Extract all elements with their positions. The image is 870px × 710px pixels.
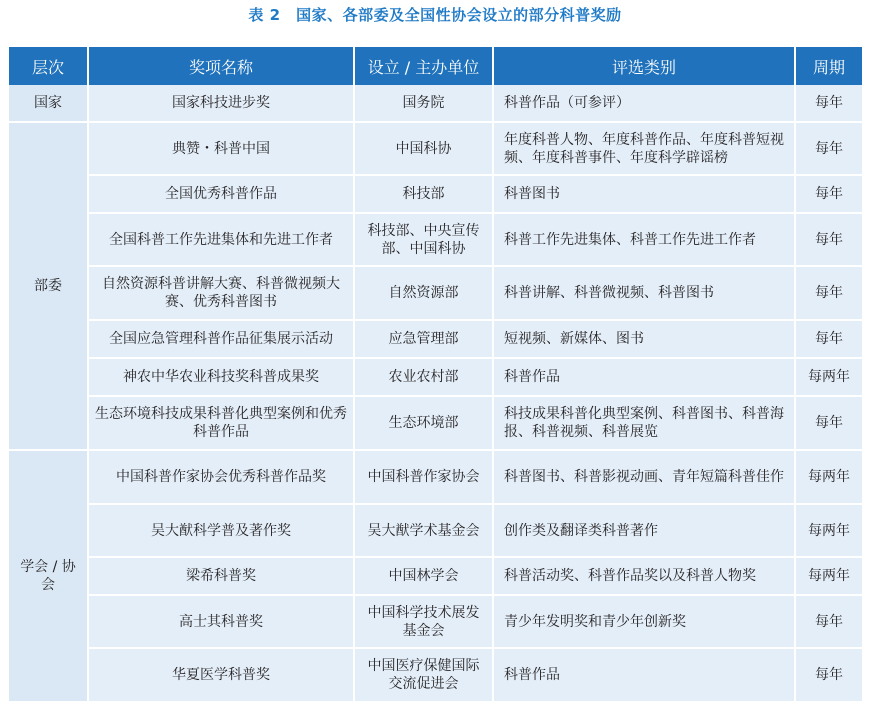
period-cell: 每年 xyxy=(795,396,862,450)
period-cell: 每年 xyxy=(795,85,862,122)
header-category: 评选类别 xyxy=(493,47,795,85)
award-name-cell: 高士其科普奖 xyxy=(88,595,354,648)
period-cell: 每年 xyxy=(795,320,862,358)
award-name-cell: 全国应急管理科普作品征集展示活动 xyxy=(88,320,354,358)
category-cell: 年度科普人物、年度科普作品、年度科普短视频、年度科普事件、年度科学辟谣榜 xyxy=(493,122,795,175)
category-cell: 短视频、新媒体、图书 xyxy=(493,320,795,358)
award-name-cell: 梁希科普奖 xyxy=(88,557,354,595)
period-cell: 每年 xyxy=(795,595,862,648)
table-row xyxy=(9,213,862,266)
category-cell: 科普图书、科普影视动画、青年短篇科普佳作 xyxy=(493,450,795,504)
header-organizer: 设立 / 主办单位 xyxy=(354,47,493,85)
header-row xyxy=(9,47,862,85)
table-row xyxy=(9,266,862,320)
award-name-cell: 中国科普作家协会优秀科普作品奖 xyxy=(88,450,354,504)
category-cell: 科普作品 xyxy=(493,358,795,396)
award-name-cell: 典赞・科普中国 xyxy=(88,122,354,175)
table-row xyxy=(9,85,862,122)
table-row xyxy=(9,358,862,396)
category-cell: 科普作品 xyxy=(493,648,795,702)
award-name-cell: 华夏医学科普奖 xyxy=(88,648,354,702)
header-period: 周期 xyxy=(795,47,862,85)
table-row xyxy=(9,175,862,213)
level-cell: 学会 / 协会 xyxy=(9,450,88,702)
table-row xyxy=(9,504,862,557)
organizer-cell: 应急管理部 xyxy=(354,320,493,358)
award-name-cell: 全国科普工作先进集体和先进工作者 xyxy=(88,213,354,266)
organizer-cell: 农业农村部 xyxy=(354,358,493,396)
level-cell: 部委 xyxy=(9,122,88,450)
organizer-cell: 中国科普作家协会 xyxy=(354,450,493,504)
category-cell: 科普作品（可参评） xyxy=(493,85,795,122)
category-cell: 科普活动奖、科普作品奖以及科普人物奖 xyxy=(493,557,795,595)
category-cell: 科普工作先进集体、科普工作先进工作者 xyxy=(493,213,795,266)
period-cell: 每两年 xyxy=(795,450,862,504)
award-name-cell: 全国优秀科普作品 xyxy=(88,175,354,213)
category-cell: 科普图书 xyxy=(493,175,795,213)
organizer-cell: 中国医疗保健国际交流促进会 xyxy=(354,648,493,702)
organizer-cell: 中国科学技术展发基金会 xyxy=(354,595,493,648)
table-row xyxy=(9,557,862,595)
period-cell: 每年 xyxy=(795,213,862,266)
header-award-name: 奖项名称 xyxy=(88,47,354,85)
period-cell: 每两年 xyxy=(795,557,862,595)
table-caption: 表 2 国家、各部委及全国性协会设立的部分科普奖励 xyxy=(248,6,622,24)
award-name-cell: 神农中华农业科技奖科普成果奖 xyxy=(88,358,354,396)
period-cell: 每两年 xyxy=(795,358,862,396)
table-row xyxy=(9,320,862,358)
period-cell: 每年 xyxy=(795,175,862,213)
organizer-cell: 中国科协 xyxy=(354,122,493,175)
organizer-cell: 吴大猷学术基金会 xyxy=(354,504,493,557)
table-row xyxy=(9,450,862,504)
organizer-cell: 中国林学会 xyxy=(354,557,493,595)
period-cell: 每年 xyxy=(795,122,862,175)
awards-table xyxy=(9,47,862,703)
table-row xyxy=(9,595,862,648)
organizer-cell: 生态环境部 xyxy=(354,396,493,450)
organizer-cell: 科技部 xyxy=(354,175,493,213)
category-cell: 科普讲解、科普微视频、科普图书 xyxy=(493,266,795,320)
organizer-cell: 科技部、中央宣传部、中国科协 xyxy=(354,213,493,266)
table-row xyxy=(9,648,862,702)
category-cell: 创作类及翻译类科普著作 xyxy=(493,504,795,557)
award-name-cell: 吴大猷科学普及著作奖 xyxy=(88,504,354,557)
award-name-cell: 自然资源科普讲解大赛、科普微视频大赛、优秀科普图书 xyxy=(88,266,354,320)
organizer-cell: 自然资源部 xyxy=(354,266,493,320)
category-cell: 科技成果科普化典型案例、科普图书、科普海报、科普视频、科普展览 xyxy=(493,396,795,450)
award-name-cell: 国家科技进步奖 xyxy=(88,85,354,122)
level-cell: 国家 xyxy=(9,85,88,122)
period-cell: 每年 xyxy=(795,266,862,320)
table-row xyxy=(9,396,862,450)
period-cell: 每两年 xyxy=(795,504,862,557)
award-name-cell: 生态环境科技成果科普化典型案例和优秀科普作品 xyxy=(88,396,354,450)
category-cell: 青少年发明奖和青少年创新奖 xyxy=(493,595,795,648)
organizer-cell: 国务院 xyxy=(354,85,493,122)
table-row xyxy=(9,122,862,175)
header-level: 层次 xyxy=(9,47,88,85)
period-cell: 每年 xyxy=(795,648,862,702)
